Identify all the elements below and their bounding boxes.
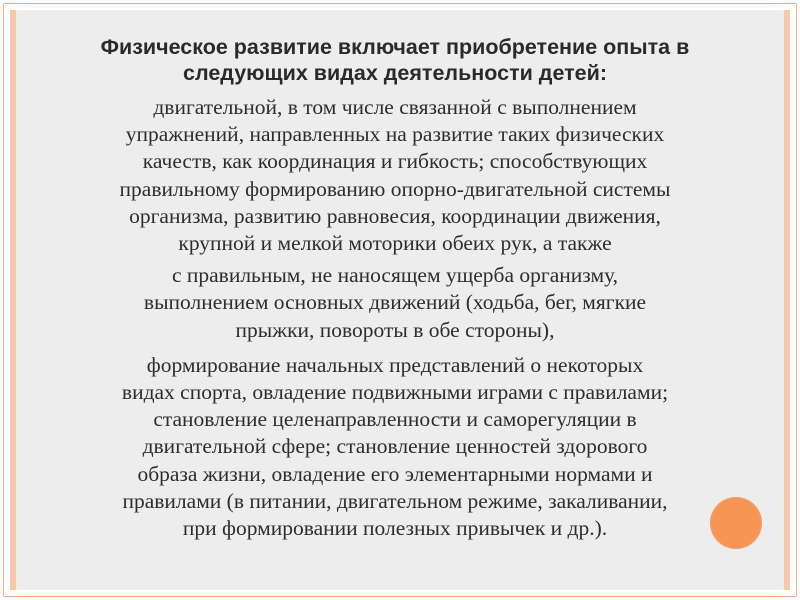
slide-heading [22, 34, 768, 86]
paragraph-line: качеств, как координация и гибкость; способствующих [142, 149, 648, 174]
paragraph-line: двигательной, в том числе связанной с выполнением [153, 95, 637, 119]
paragraph-line: становление целенаправленности и саморегуляции в [153, 407, 637, 432]
paragraph-line: крупной и мелкой моторики обеих рук, а также [178, 231, 612, 256]
heading-line: Физическое развитие включает приобретение опыта в [100, 35, 690, 59]
paragraph-line: выполнением основных движений (ходьба, бег, мягкие [143, 290, 647, 315]
paragraph-line: правилами (в питании, двигательном режиме, закаливании, [122, 488, 668, 513]
paragraph-line: с правильным, не наносящем ущерба организму, [171, 263, 619, 288]
paragraph-line: двигательной сфере; становление ценностей здорового [142, 434, 648, 459]
paragraph-line: образа жизни, овладение его элементарными нормами и [137, 461, 653, 486]
paragraph-motor-activity [22, 94, 768, 257]
paragraph-line: правильному формированию опорно-двигательной системы [119, 176, 671, 201]
paragraph-basic-movements [22, 262, 768, 344]
decorative-orange-circle [710, 497, 762, 549]
paragraph-line: при формировании полезных привычек и др.). [182, 516, 608, 541]
paragraph-sports-ideas [22, 352, 768, 542]
heading-line: следующих видах деятельности детей: [183, 61, 607, 85]
paragraph-line: организма, развитию равновесия, координации движения, [129, 203, 661, 228]
slide-frame-right-bar [784, 10, 790, 590]
paragraph-line: формирование начальных представлений о некоторых [146, 352, 644, 377]
paragraph-line: прыжки, повороты в обе стороны), [235, 317, 555, 342]
paragraph-line: видах спорта, овладение подвижными играми с правилами; [121, 380, 669, 405]
paragraph-line: упражнений, направленных на развитие таких физических [125, 122, 665, 147]
slide-text [22, 34, 768, 542]
